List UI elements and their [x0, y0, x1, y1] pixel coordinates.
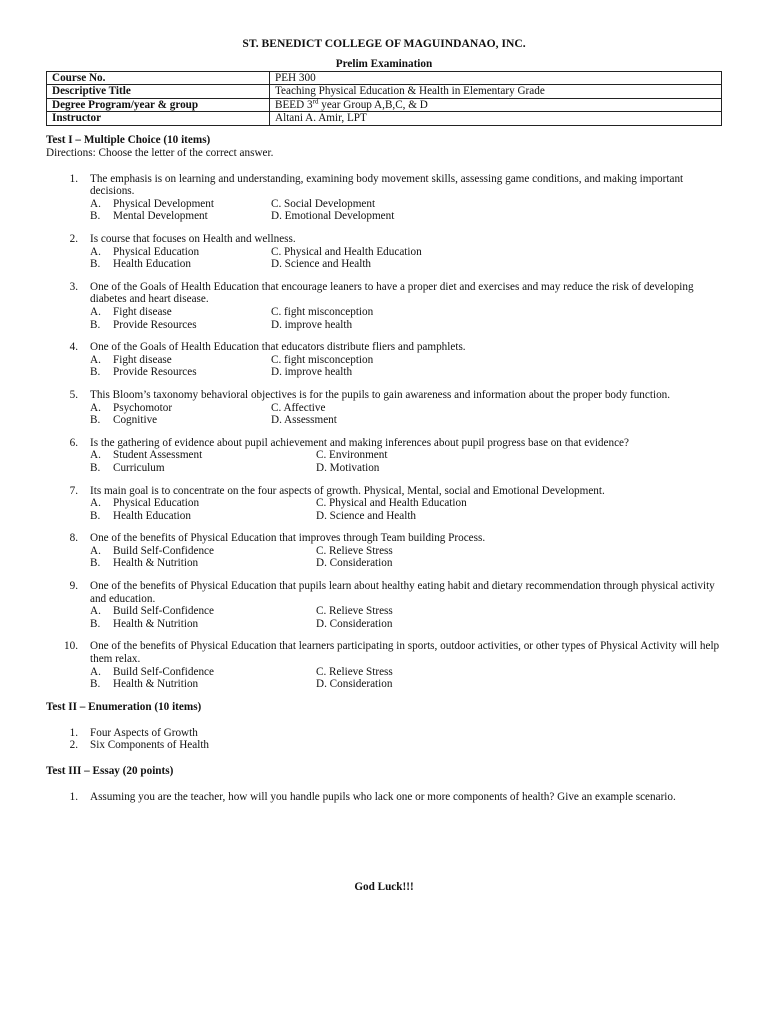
table-row — [47, 98, 722, 111]
descriptive-title-label: Descriptive Title — [47, 85, 270, 98]
option-c: C. Environment — [316, 449, 388, 462]
option-c: C. Relieve Stress — [316, 665, 393, 678]
degree-program-superscript: rd — [312, 97, 319, 106]
option-row — [90, 414, 722, 427]
option-b: B. Mental Development — [90, 210, 208, 223]
option-b: B. Health Education — [90, 258, 191, 271]
question-number: 8. — [69, 532, 78, 545]
test1-directions: Directions: Choose the letter of the correct answer. — [46, 146, 274, 159]
option-c: C. Physical and Health Education — [316, 497, 467, 510]
instructor-value: Altani A. Amir, LPT — [270, 112, 722, 125]
school-name: ST. BENEDICT COLLEGE OF MAGUINDANAO, INC. — [242, 37, 526, 50]
option-b: B. Health & Nutrition — [90, 557, 199, 570]
question-item — [46, 233, 722, 271]
item-number: 2. — [69, 739, 78, 752]
option-row — [90, 366, 722, 379]
option-row — [90, 618, 722, 631]
option-c: C. fight misconception — [271, 353, 374, 366]
option-a: A. Student Assessment — [90, 449, 203, 462]
essay-item — [46, 791, 722, 804]
option-d: D. improve health — [271, 318, 353, 331]
question-text: One of the benefits of Physical Education that improves through Team building Process. — [90, 532, 486, 545]
option-d: D. Science and Health — [316, 509, 417, 522]
question-number: 3. — [69, 280, 78, 293]
option-b: B. Curriculum — [90, 461, 165, 474]
option-row — [90, 354, 722, 367]
multiple-choice-list — [46, 173, 722, 691]
option-row — [90, 605, 722, 618]
list-item — [46, 739, 722, 752]
option-c: C. Social Development — [271, 197, 376, 210]
option-b: B. Provide Resources — [90, 366, 197, 379]
question-item — [46, 173, 722, 223]
question-number: 7. — [69, 484, 78, 497]
item-text: Six Components of Health — [90, 739, 210, 752]
test3-title: Test III – Essay (20 points) — [46, 765, 174, 777]
question-item — [46, 580, 722, 630]
option-row — [90, 545, 722, 558]
question-item — [46, 640, 722, 690]
option-a: A. Fight disease — [90, 305, 172, 318]
item-text: Assuming you are the teacher, how will you handle pupils who lack one or more components of health? Give an example scenario. — [90, 791, 676, 803]
question-number: 5. — [69, 388, 78, 401]
option-row — [90, 449, 722, 462]
option-row — [90, 198, 722, 211]
instructor-label: Instructor — [47, 112, 270, 125]
option-d: D. Assessment — [271, 414, 337, 427]
course-no-label: Course No. — [47, 72, 270, 85]
exam-title: Prelim Examination — [335, 58, 433, 70]
question-item — [46, 437, 722, 475]
course-info-table — [46, 71, 722, 126]
test2-title: Test II – Enumeration (10 items) — [46, 700, 202, 713]
question-item — [46, 341, 722, 379]
option-row — [90, 402, 722, 415]
option-a: A. Build Self-Confidence — [90, 544, 214, 557]
option-d: D. Motivation — [316, 461, 380, 474]
option-row — [90, 666, 722, 679]
table-row — [47, 112, 722, 125]
enumeration-list — [46, 727, 722, 752]
degree-program-label: Degree Program/year & group — [47, 98, 270, 111]
course-no-value: PEH 300 — [270, 72, 722, 85]
question-number: 2. — [69, 233, 78, 245]
option-a: A. Physical Education — [90, 497, 200, 510]
question-text: Is course that focuses on Health and wellness. — [90, 233, 296, 245]
question-number: 4. — [69, 341, 78, 354]
option-d: D. Emotional Development — [271, 210, 395, 223]
item-number: 1. — [69, 791, 78, 803]
question-number: 10. — [64, 640, 78, 653]
option-a: A. Build Self-Confidence — [90, 665, 214, 678]
degree-program-value-part: year Group A,B,C, & D — [318, 98, 428, 111]
option-d: D. Consideration — [316, 617, 393, 630]
item-number: 1. — [69, 726, 78, 739]
question-text: This Bloom’s taxonomy behavioral objectives is for the pupils to gain awareness and information about the proper body function. — [90, 388, 671, 401]
option-a: A. Fight disease — [90, 353, 172, 366]
descriptive-title-value: Teaching Physical Education & Health in Elementary Grade — [270, 85, 722, 98]
option-d: D. Science and Health — [271, 258, 372, 271]
question-number: 9. — [69, 580, 78, 593]
option-row — [90, 678, 722, 691]
option-d: D. Consideration — [316, 557, 393, 570]
question-item — [46, 389, 722, 427]
option-d: D. improve health — [271, 366, 353, 379]
option-row — [90, 497, 722, 510]
question-text: Its main goal is to concentrate on the four aspects of growth. Physical, Mental, social and Emotional Development. — [90, 484, 605, 497]
list-item — [46, 727, 722, 740]
option-c: C. fight misconception — [271, 305, 374, 318]
option-b: B. Cognitive — [90, 414, 158, 427]
question-text: One of the benefits of Physical Education that pupils learn about healthy eating habit and dietary recommendation through physical activity and education. — [90, 580, 715, 605]
option-row — [90, 258, 722, 271]
test1-title: Test I – Multiple Choice (10 items) — [46, 133, 211, 146]
table-row — [47, 85, 722, 98]
degree-program-value — [270, 98, 722, 111]
option-row — [90, 510, 722, 523]
option-b: B. Health Education — [90, 509, 191, 522]
option-c: C. Physical and Health Education — [271, 245, 422, 258]
option-a: A. Physical Education — [90, 245, 200, 258]
item-text: Four Aspects of Growth — [90, 726, 198, 739]
question-text: Is the gathering of evidence about pupil achievement and making inferences about pupil progress base on that evidence? — [90, 436, 629, 449]
option-b: B. Provide Resources — [90, 318, 197, 331]
option-a: A. Build Self-Confidence — [90, 605, 214, 618]
closing-text: God Luck!!! — [354, 881, 414, 893]
option-row — [90, 210, 722, 223]
option-a: A. Physical Development — [90, 197, 214, 210]
option-row — [90, 462, 722, 475]
question-item — [46, 281, 722, 331]
question-text: The emphasis is on learning and understanding, examining body movement skills, assessing game conditions, and making important decisions. — [90, 172, 684, 198]
question-number: 1. — [69, 172, 78, 185]
option-c: C. Relieve Stress — [316, 544, 393, 557]
question-text: One of the Goals of Health Education that encourage leaners to have a proper diet and exercises and may reduce the risk of developing diabetes and heart disease. — [90, 280, 694, 306]
option-d: D. Consideration — [316, 678, 393, 691]
question-item — [46, 532, 722, 570]
option-c: C. Relieve Stress — [316, 605, 393, 618]
question-text: One of the Goals of Health Education that educators distribute fliers and pamphlets. — [90, 341, 466, 354]
table-row — [47, 72, 722, 85]
option-row — [90, 246, 722, 259]
degree-program-value-part: BEED 3 — [275, 98, 313, 111]
question-item — [46, 485, 722, 523]
option-c: C. Affective — [271, 401, 326, 414]
option-row — [90, 306, 722, 319]
option-a: A. Psychomotor — [90, 401, 173, 414]
option-row — [90, 319, 722, 332]
option-row — [90, 557, 722, 570]
exam-page — [46, 37, 722, 893]
question-text: One of the benefits of Physical Education that learners participating in sports, outdoor activities, or other types of Physical Activity will help them relax. — [90, 640, 720, 666]
option-b: B. Health & Nutrition — [90, 617, 199, 630]
option-b: B. Health & Nutrition — [90, 678, 199, 691]
question-number: 6. — [69, 436, 78, 449]
